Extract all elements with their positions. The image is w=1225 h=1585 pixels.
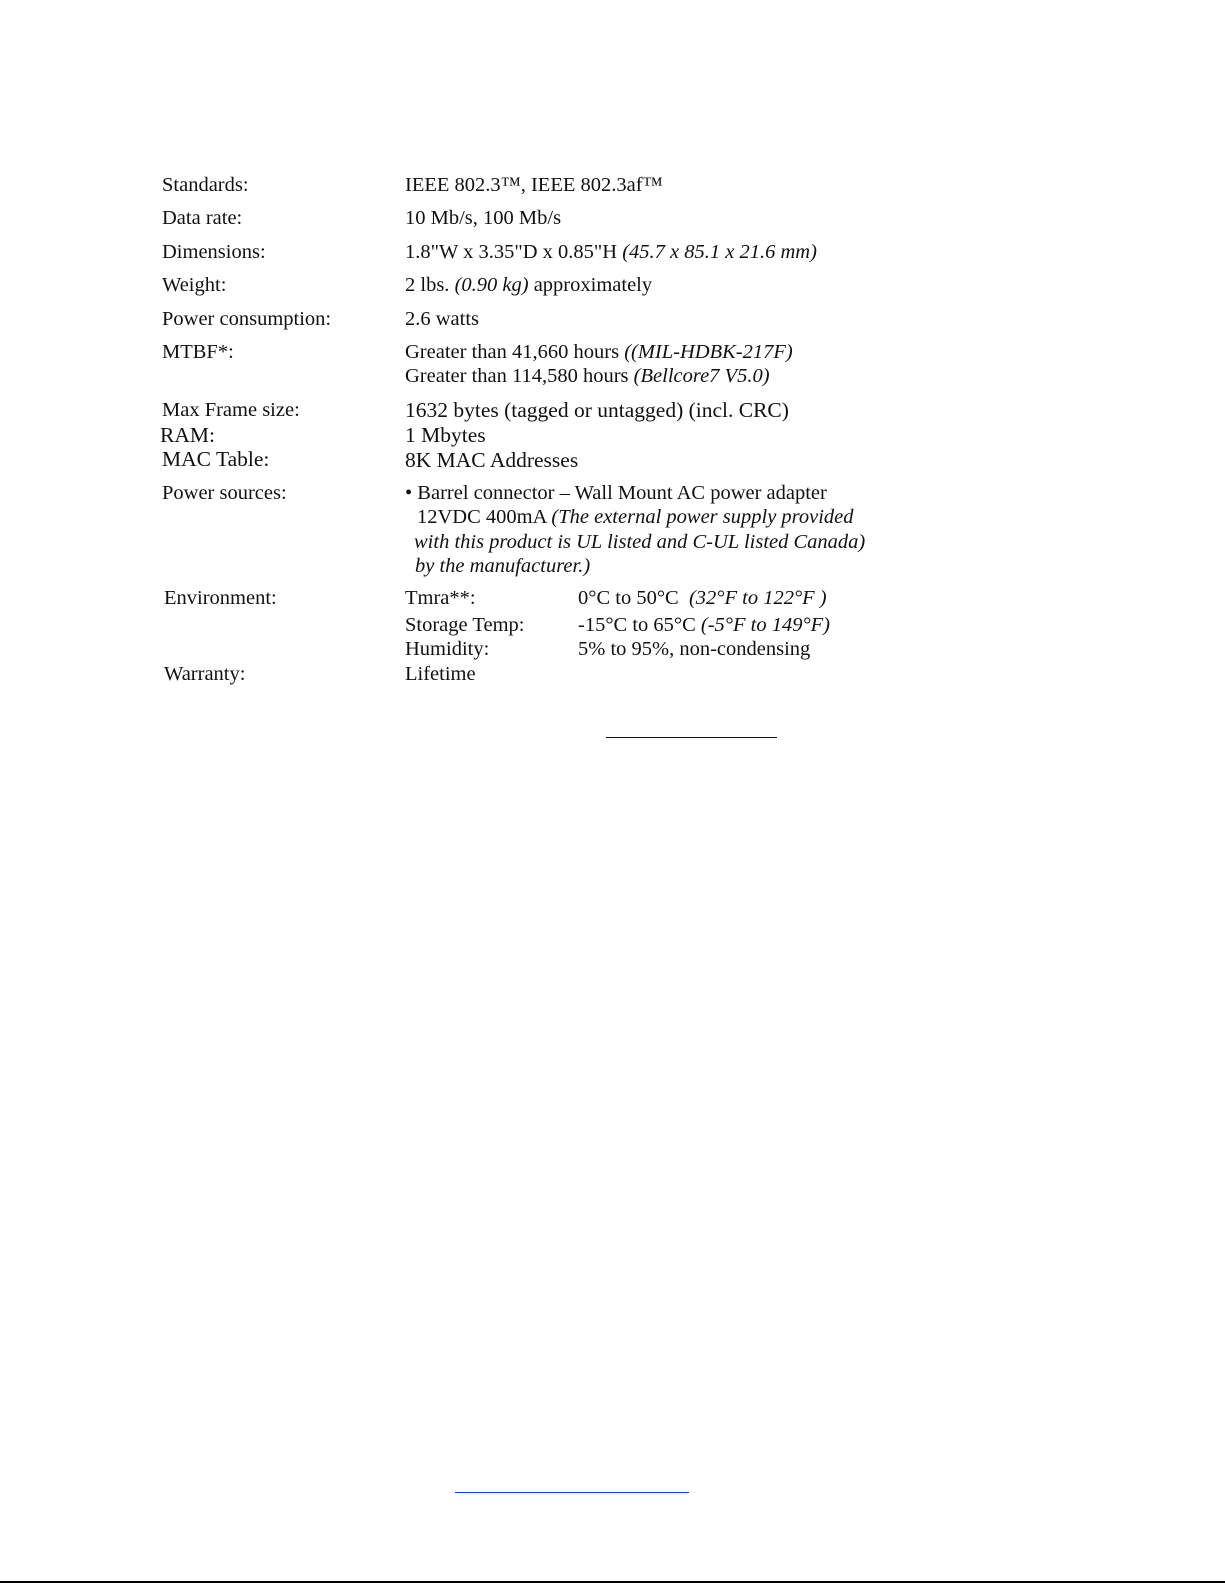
humidity-value: 5% to 95%, non-condensing	[578, 638, 811, 660]
mac-table-value: 8K MAC Addresses	[405, 448, 579, 472]
tmra-fahrenheit: (32°F to 122°F )	[688, 587, 827, 609]
weight-value	[405, 273, 652, 297]
power-sources-line-1: • Barrel connector – Wall Mount AC power adapter	[405, 482, 827, 504]
tmra-value	[578, 586, 827, 610]
section-divider	[606, 737, 777, 738]
link-underline[interactable]	[455, 1492, 689, 1493]
weight-label: Weight:	[162, 274, 227, 296]
page-bottom-border	[0, 1581, 1225, 1583]
mac-table-label: MAC Table:	[162, 447, 270, 471]
power-sources-line-2	[417, 505, 854, 529]
weight-lbs: 2 lbs.	[405, 274, 450, 296]
weight-kg: (0.90 kg)	[454, 274, 529, 296]
standards-value: IEEE 802.3™, IEEE 802.3af™	[405, 174, 663, 196]
mtbf-line-1	[405, 340, 793, 364]
warranty-label: Warranty:	[164, 663, 246, 685]
weight-approx: approximately	[533, 274, 653, 296]
tmra-label: Tmra**:	[405, 587, 476, 609]
power-sources-line-3: with this product is UL listed and C-UL listed Canada)	[414, 531, 866, 553]
data-rate-value: 10 Mb/s, 100 Mb/s	[405, 207, 562, 229]
ram-label: RAM:	[160, 423, 215, 447]
mtbf-line-2-source: (Bellcore7 V5.0)	[633, 365, 770, 387]
dimensions-imperial: 1.8"W x 3.35"D x 0.85"H	[405, 241, 618, 263]
mtbf-line-1-text: Greater than 41,660 hours	[405, 341, 620, 363]
mtbf-label: MTBF*:	[162, 341, 234, 363]
ram-value: 1 Mbytes	[405, 423, 486, 447]
humidity-label: Humidity:	[405, 638, 490, 660]
dimensions-label: Dimensions:	[162, 241, 266, 263]
power-sources-note-1: (The external power supply provided	[551, 506, 854, 528]
max-frame-label: Max Frame size:	[162, 399, 300, 421]
storage-celsius: -15°C to 65°C	[578, 614, 696, 636]
storage-temp-label: Storage Temp:	[405, 614, 525, 636]
environment-label: Environment:	[164, 587, 277, 609]
dimensions-value	[405, 240, 817, 264]
mtbf-line-2-text: Greater than 114,580 hours	[405, 365, 629, 387]
power-consumption-value: 2.6 watts	[405, 308, 480, 330]
power-consumption-label: Power consumption:	[162, 308, 332, 330]
data-rate-label: Data rate:	[162, 207, 243, 229]
mtbf-line-1-source: ((MIL-HDBK-217F)	[624, 341, 793, 363]
tmra-celsius: 0°C to 50°C	[578, 587, 679, 609]
power-sources-line-4: by the manufacturer.)	[415, 555, 591, 577]
power-sources-adapter: 12VDC 400mA	[417, 506, 547, 528]
storage-fahrenheit: (-5°F to 149°F)	[700, 614, 831, 636]
storage-temp-value	[578, 613, 830, 637]
dimensions-metric: (45.7 x 85.1 x 21.6 mm)	[622, 241, 817, 263]
mtbf-line-2	[405, 364, 770, 388]
warranty-value: Lifetime	[405, 663, 476, 685]
power-sources-label: Power sources:	[162, 482, 287, 504]
max-frame-value: 1632 bytes (tagged or untagged) (incl. CRC)	[405, 398, 789, 422]
standards-label: Standards:	[162, 174, 249, 196]
